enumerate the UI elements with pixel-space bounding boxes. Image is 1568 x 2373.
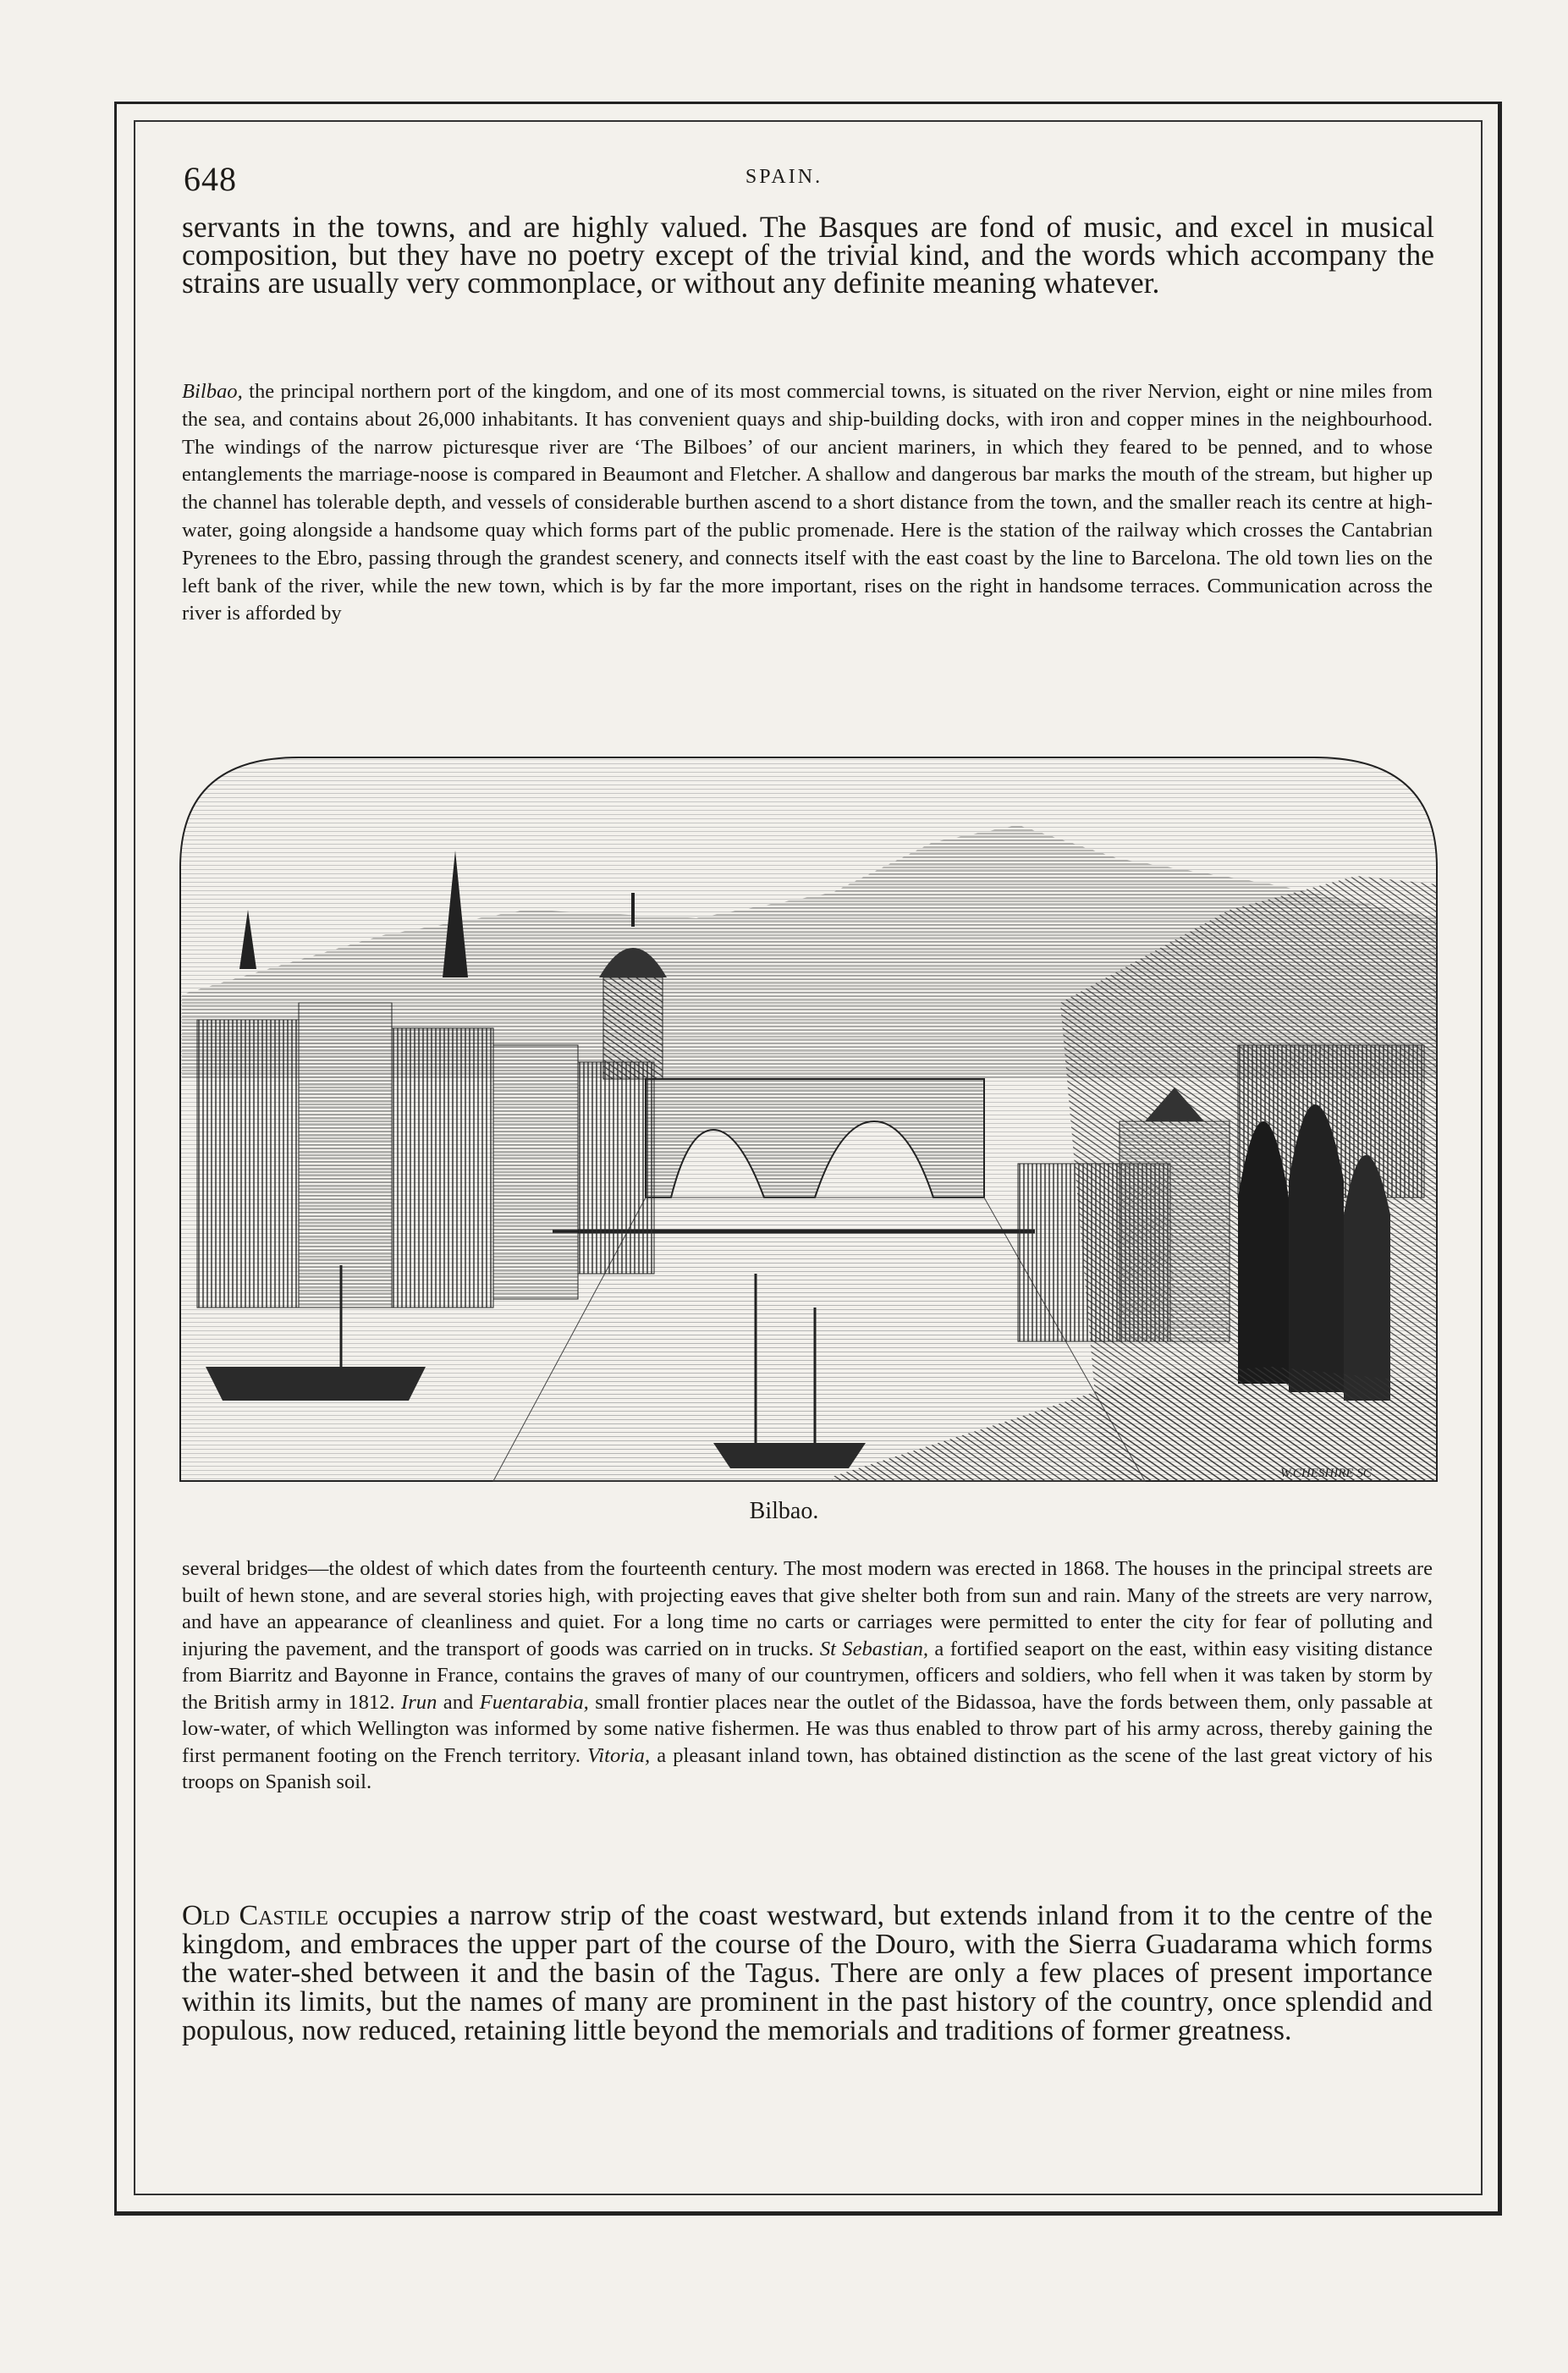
- running-title: SPAIN.: [745, 166, 823, 188]
- place-name-vitoria: Vitoria,: [587, 1743, 651, 1767]
- bilbao-engraving: [172, 724, 1441, 1485]
- place-name-irun: Irun: [401, 1690, 437, 1714]
- figure-caption: Bilbao.: [749, 1498, 819, 1524]
- bridges-text-3: small frontier places near the outlet of the Bidassoa, have the fords between them, only passable at low-water, of which Wellington was informed by some native fishermen. He was thus enabled to throw part of his army across, thereby gaining the first permanent footing on the French territory.: [182, 1690, 1433, 1767]
- old-castile-heading: Old Castile: [182, 1900, 328, 1931]
- old-castile-paragraph: [182, 1902, 1433, 2045]
- bilbao-paragraph-text: the principal northern port of the kingdom, and one of its most commercial towns, is situated on the river Nervion, eight or nine miles from the sea, and contains about 26,000 inhabitants. It has convenient quays and ship-building docks, with iron and copper mines in the neighbourhood. The windings of the narrow picturesque river are ‘The Bilboes’ of our ancient mariners, in which they feared to be penned, and to whose entanglements the marriage-noose is compared in Beaumont and Fletcher. A shallow and dangerous bar marks the mouth of the stream, but higher up the channel has tolerable depth, and vessels of considerable burthen ascend to a short distance from the town, and the smaller reach its centre at high-water, going alongside a handsome quay which forms part of the public promenade. Here is the station of the railway which crosses the Cantabrian Pyrenees to the Ebro, passing through the grandest scenery, and connects itself with the east coast by the line to Barcelona. The old town lies on the left bank of the river, while the new town, which is by far the more important, rises on the right in handsome terraces. Communication across the river is afforded by: [182, 380, 1433, 625]
- bridges-text-1: several bridges—the oldest of which dates from the fourteenth century. The most modern was erected in 1868. The houses in the principal streets are built of hewn stone, and are several stories high, with projecting eaves that give shelter both from sun and rain. Many of the streets are very narrow, and have an appearance of cleanliness and quiet. For a long time no carts or carriages were permitted to enter the city for fear of polluting and injuring the pavement, and the transport of goods was carried on in trucks.: [182, 1557, 1433, 1660]
- place-name-st-sebastian: St Sebastian,: [819, 1637, 929, 1660]
- lead-paragraph: servants in the towns, and are highly valued. The Basques are fond of music, and excel in musical composition, but they have no poetry except of the trivial kind, and the words which accompany the strains are usually very commonplace, or without any definite meaning whatever.: [182, 210, 1434, 300]
- old-castile-text: occupies a narrow strip of the coast westward, but extends inland from it to the centre of the kingdom, and embraces the upper part of the course of the Douro, with the Sierra Guadarama which forms the water-shed between it and the basin of the Tagus. There are only a few places of present importance within its limits, but the names of many are prominent in the past history of the country, once splendid and populous, now reduced, retaining little beyond the memorials and traditions of former greatness.: [182, 1900, 1433, 2046]
- page-number: 648: [184, 160, 237, 198]
- bridges-paragraph: [182, 1555, 1433, 1796]
- place-name-fuentarabia: Fuentarabia,: [479, 1690, 589, 1714]
- bilbao-paragraph: [182, 378, 1433, 628]
- bridges-text-4: a pleasant inland town, has obtained distinction as the scene of the last great victory of his troops on Spanish soil.: [182, 1743, 1433, 1793]
- place-name-bilbao: Bilbao,: [182, 380, 243, 403]
- conjunction-and: and: [437, 1690, 480, 1714]
- bridges-text-2: a fortified seaport on the east, within easy visiting distance from Biarritz and Bayonne in France, contains the graves of many of our countrymen, officers and soldiers, who fell when it was taken by storm by the British army in 1812.: [182, 1637, 1433, 1714]
- engraver-signature: W.CHESHIRE SC: [1280, 1467, 1372, 1480]
